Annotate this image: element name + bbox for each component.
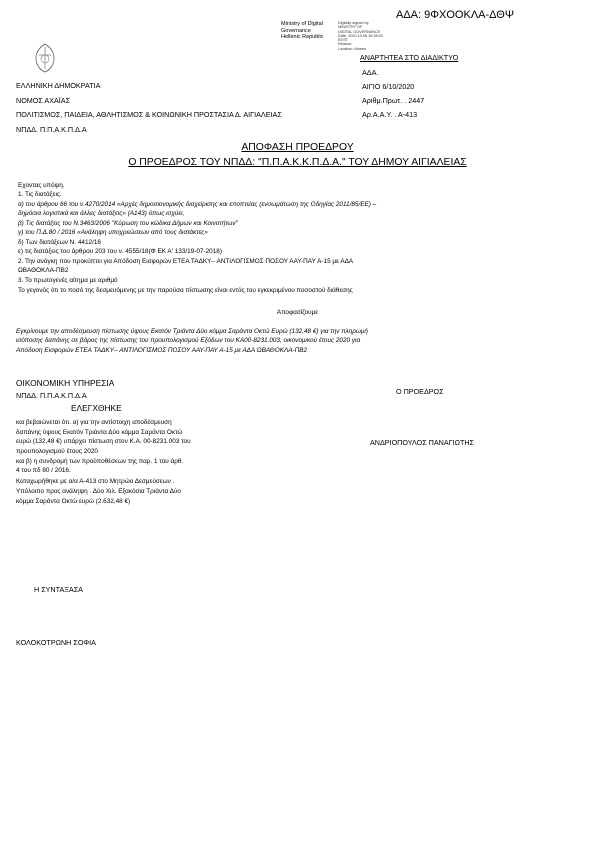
ada-label: ΑΔΑ. [362, 68, 379, 77]
ministry-line: Ministry of Digital [281, 21, 323, 27]
consideration-line: β) Τις διατάξεις του Ν.3463/2006 "Κύρωση του κώδικα Δήμων και Κοινοτήτων" [18, 220, 238, 227]
finance-line: Υπόλοιπο προς ανάληψη . Δύο Χιλ. Εξακόσια Τριάντα Δύο [16, 488, 181, 495]
consideration-line: δημόσια λογιστικά και άλλες διατάξεις» (Α143) όπως ισχύει, [18, 210, 185, 217]
finance-line: δαπάνης ύψους Εκατόν Τριάντα Δύο κόμμα Σαράντα Οκτώ [16, 429, 183, 436]
consideration-line: δ) Των διατάξεων Ν. 4412/16 [18, 239, 101, 246]
finance-org: ΝΠΔΔ. Π.Π.Α.Κ.Π.Δ.Α [16, 391, 87, 400]
signature-line: Digitally signed by [338, 21, 369, 25]
finance-line: ευρώ (132,48 €) υπάρχει πίστωση στον Κ.Α. 00-8231.003 του [16, 438, 191, 445]
finance-service: ΟΙΚΟΝΟΜΙΚΗ ΥΠΗΡΕΣΙΑ [16, 378, 115, 388]
consideration-line: 1. Τις διατάξεις. [18, 191, 62, 198]
signature-line: MINISTRY OF [338, 25, 363, 30]
finance-line: Καταχωρήθηκε με α/α Α-413 στο Μητρώο Δεσμεύσεων . [16, 478, 175, 485]
composer-name: ΚΟΛΟΚΟΤΡΩΝΗ ΣΟΦΙΑ [16, 638, 96, 647]
finance-line: προυπολογισμού έτους 2020 [16, 448, 98, 455]
decide-heading: Αποφασίζουμε [276, 309, 319, 316]
consideration-line: ε) τις διατάξεις του άρθρου 203 του ν. 4555/18(Φ ΕΚ Α' 133/19-07-2018) [18, 248, 222, 255]
document-subtitle: Ο ΠΡΟΕΔΡΟΣ ΤΟΥ ΝΠΔΔ: "Π.Π.Α.Κ.Κ.Π.Δ.Α." ΤΟΥ ΔΗΜΟΥ ΑΙΓΙΑΛΕΙΑΣ [128, 157, 467, 168]
signature-block [338, 21, 383, 51]
ministry-line: Hellenic Republic [281, 34, 324, 41]
checked-label: ΕΛΕΓΧΘΗΚΕ [71, 403, 122, 413]
header-org: ΝΠΔΔ. Π.Π.Α.Κ.Π.Δ.Α [16, 125, 87, 134]
hellenic-emblem-icon [33, 43, 57, 73]
president-name: ΑΝΔΡΙΟΠΟΥΛΟΣ ΠΑΝΑΓΙΩΤΗΣ [370, 438, 474, 447]
header-prefecture: ΝΟΜΟΣ ΑΧΑΪΑΣ [16, 96, 71, 105]
finance-line: 4 του πδ 80 / 2016. [16, 467, 71, 474]
consideration-line: γ) του Π.Δ.80 / 2016 «Ανάληψη υποχρεώσεων από τους διατάκτες» [18, 229, 208, 236]
consideration-line: 3. Το πρωτογενές αίτημα με αριθμό [18, 277, 118, 284]
consideration-line: 2. Την ανάγκη που προκύπτει για Απόδοση Εισφορών ΕΤΕΑ ΤΑΔΚΥ-- ΑΝΤΙΛΟΓΙΣΜΟΣ ΠΟΣΟΥ ΑΑΥ-ΠΑΥ Α-15 με ΑΔΑ [18, 258, 354, 265]
document-title: ΑΠΟΦΑΣΗ ΠΡΟΕΔΡΟΥ [241, 142, 354, 153]
ministry-block [281, 21, 324, 41]
aay-number: Αρ.Α.Α.Υ. . Α-413 [362, 110, 418, 119]
composer-role: Η ΣΥΝΤΑΞΑΣΑ [34, 585, 83, 594]
decision-line: ισόποσης δαπάνης σε βάρος της πίστωσης του προυπολογισμού Εξόδων του ΚΑ00-8231.003, οικονομικού έτους 2020 για [16, 337, 361, 344]
consideration-line: Το γεγονός ότι το ποσό της δεσμευόμενης με την παρούσα πίστωσης είναι εντός του εγκεκριμένου ποσοστού διάθεσης [18, 287, 353, 294]
consideration-line: α) του άρθρου 66 του ν.4270/2014 «Αρχές δημοσιονομικής διαχείρισης και εποπτείας (ενσωμάτωση της Οδηγίας 2011/85/ΕΕ) – [18, 201, 377, 208]
place-date: ΑΙΓΙΟ 6/10/2020 [362, 82, 415, 91]
signature-line: DIGITAL GOVERNANCE [338, 29, 381, 34]
finance-line: κόμμα Σαράντα Οκτώ ευρώ (2.632,48 €) [16, 498, 131, 505]
signature-line: EEST [338, 38, 348, 43]
consideration-line: Εχοντας υπόψη. [18, 182, 65, 189]
decision-line: Εγκρίνουμε την αποδέσμευση πίστωσης ύψους Εκατόν Τριάντα Δύο κόμμα Σαράντα Οκτώ Ευρώ (132,48 €) για την πληρωμή [16, 328, 368, 335]
header-republic: ΕΛΛΗΝΙΚΗ ΔΗΜΟΚΡΑΤΙΑ [16, 81, 101, 90]
header-department: ΠΟΛΙΤΙΣΜΟΣ, ΠΑΙΔΕΙΑ, ΑΘΛΗΤΙΣΜΟΣ & ΚΟΙΝΩΝΙΚΗ ΠΡΟΣΤΑΣΙΑ Δ. ΑΙΓΙΑΛΕΙΑΣ [16, 110, 282, 119]
protocol-number: Αριθμ.Πρωτ. . 2447 [362, 96, 425, 105]
signature-line: Date: 2020.10.06 10:55:02 [338, 33, 383, 38]
ada-code: ΑΔΑ: 9ΦΧΟΟΚΛΑ-ΔΘΨ [396, 9, 515, 21]
finance-line: και βεβαιώνεται ότι. α) για την αντίστοιχη αποδέσμευση [16, 419, 172, 426]
president-role: Ο ΠΡΟΕΔΡΟΣ [396, 387, 444, 396]
posted-online-label: ΑΝΑΡΤΗΤΕΑ ΣΤΟ ΔΙΑΔΙΚΤΥΟ [360, 53, 459, 62]
ministry-line: Governance [281, 27, 311, 34]
decision-line: Απόδοση Εισφορών ΕΤΕΑ ΤΑΔΚΥ-- ΑΝΤΙΛΟΓΙΣΜΟΣ ΠΟΣΟΥ ΑΑΥ-ΠΑΥ Α-15 με ΑΔΑ ΩΒΑΘΟΚΛΑ-ΠΒ2 [16, 347, 308, 354]
signature-line: Reason: [338, 42, 353, 47]
signature-line: Location: Athens [338, 46, 367, 51]
finance-line: και β) η συνδρομή των προϋποθέσεων της παρ. 1 του άρθ. [16, 458, 184, 465]
consideration-line: ΩΒΑΘΟΚΛΑ-ΠΒ2 [18, 267, 69, 274]
